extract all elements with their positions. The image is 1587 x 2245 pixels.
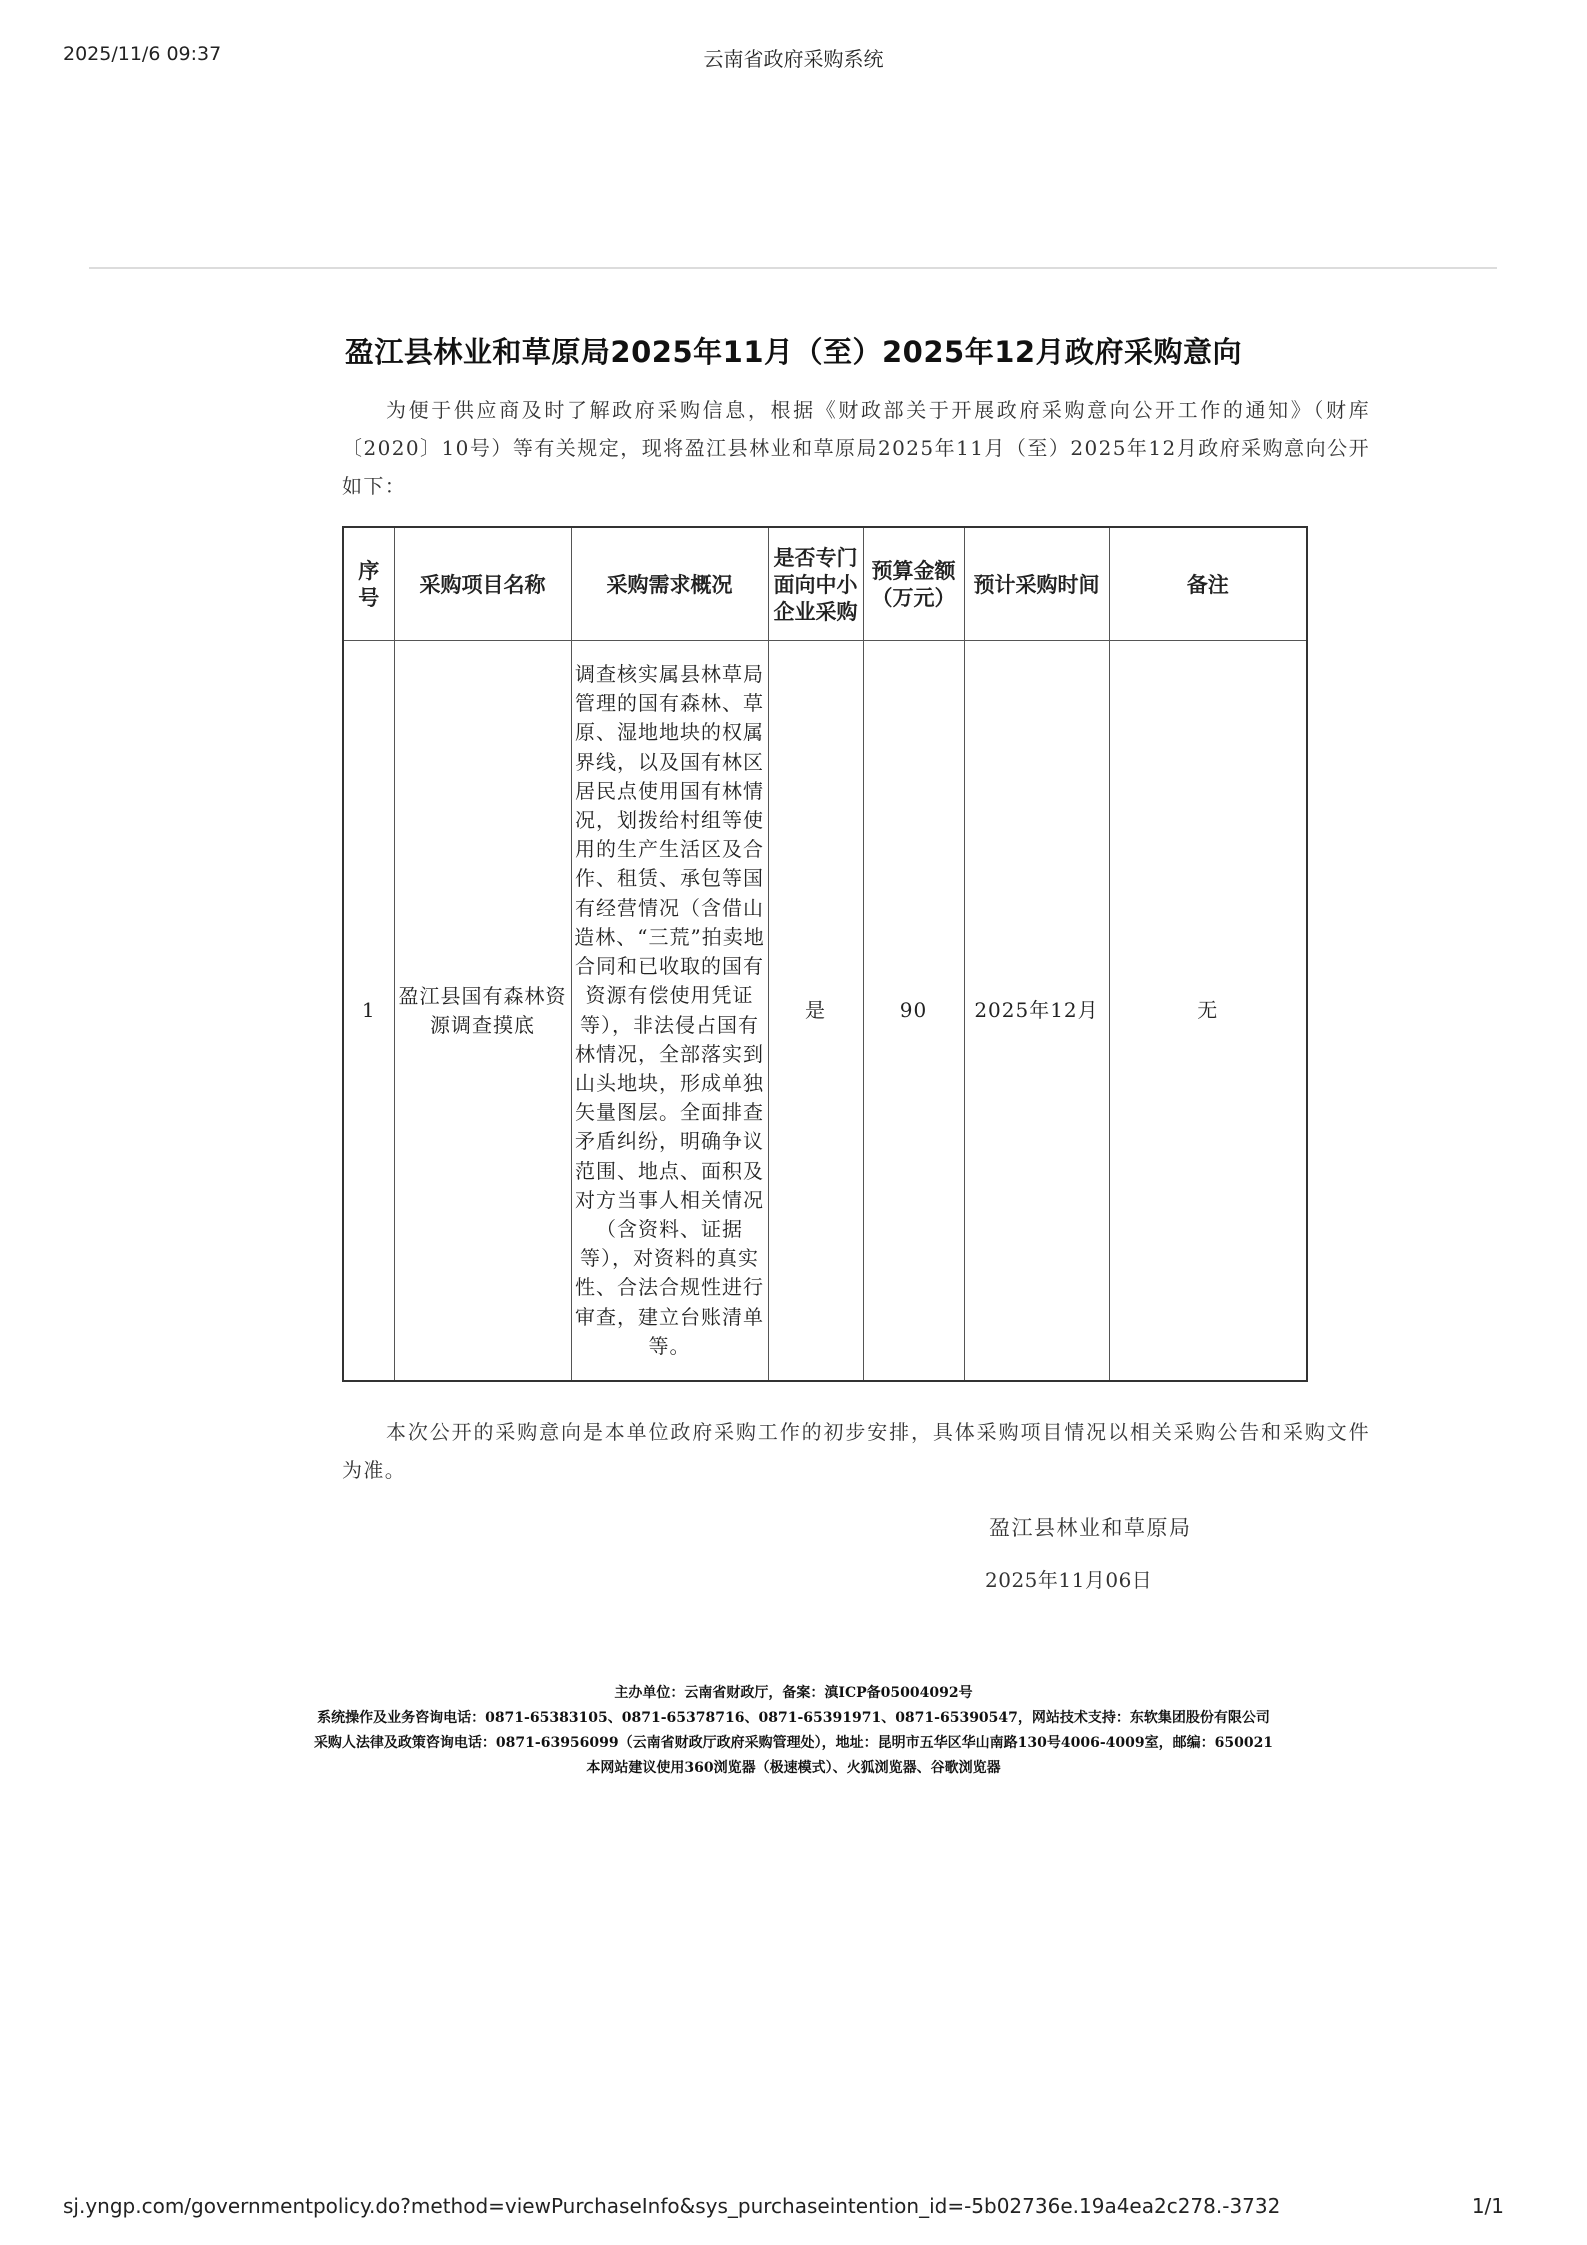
notice-intro: 为便于供应商及时了解政府采购信息，根据《财政部关于开展政府采购意向公开工作的通知》（财库〔2020〕10号）等有关规定，现将盈江县林业和草原局2025年11月（至）2025年12月政府采购意向公开如下： [342,398,1370,498]
cell-index: 1 [343,641,394,1382]
site-footer [0,1681,1587,1781]
header-sme-only: 是否专门面向中小企业采购 [768,527,863,641]
notice-closing: 本次公开的采购意向是本单位政府采购工作的初步安排，具体采购项目情况以相关采购公告和采购文件为准。 [342,1420,1370,1482]
header-divider [89,267,1497,269]
footer-browser-note: 本网站建议使用360浏览器（极速模式）、火狐浏览器、谷歌浏览器 [586,1760,1001,1776]
table-header-row [343,527,1307,641]
header-requirements: 采购需求概况 [571,527,768,641]
header-remark: 备注 [1109,527,1307,641]
cell-project-name: 盈江县国有森林资源调查摸底 [394,641,571,1382]
cell-sme-only: 是 [768,641,863,1382]
print-header [0,0,1587,71]
header-planned-time: 预计采购时间 [964,527,1109,641]
footer-support-phones: 系统操作及业务咨询电话：0871-65383105、0871-65378716、0871-65391971、0871-65390547，网站技术支持：东软集团股份有限公司 [317,1710,1270,1726]
issuer-signature: 盈江县林业和草原局 [989,1516,1192,1540]
purchase-intention-table [342,526,1308,1382]
table-row [343,641,1307,1382]
cell-requirements: 调查核实属县林草局管理的国有森林、草原、湿地地块的权属界线，以及国有林区居民点使用国有林情况，划拨给村组等使用的生产生活区及合作、租赁、承包等国有经营情况（含借山造林、“三荒”拍卖地合同和已收取的国有资源有偿使用凭证等），非法侵占国有林情况，全部落实到山头地块，形成单独矢量图层。全面排查矛盾纠纷，明确争议范围、地点、面积及对方当事人相关情况（含资料、证据等），对资料的真实性、合法合规性进行审查，建立台账清单等。 [571,641,768,1382]
cell-planned-time: 2025年12月 [964,641,1109,1382]
footer-sponsor: 主办单位：云南省财政厅，备案：滇ICP备05004092号 [614,1685,973,1701]
footer-legal-contact: 采购人法律及政策咨询电话：0871-63956099（云南省财政厅政府采购管理处），地址：昆明市五华区华山南路130号4006-4009室，邮编：650021 [313,1735,1274,1751]
notice-title: 盈江县林业和草原局2025年11月（至）2025年12月政府采购意向 [344,335,1243,369]
print-site-name: 云南省政府采购系统 [703,47,884,71]
print-datetime: 2025/11/6 09:37 [63,43,222,65]
cell-remark: 无 [1109,641,1307,1382]
print-page-number: 1/1 [1471,2194,1504,2218]
header-project-name: 采购项目名称 [394,527,571,641]
cell-budget: 90 [863,641,964,1382]
print-url: sj.yngp.com/governmentpolicy.do?method=viewPurchaseInfo&sys_purchaseintention_id=-5b02736e.19a4ea2c278.-3732 [63,2194,1281,2218]
issue-date: 2025年11月06日 [985,1568,1153,1592]
header-budget: 预算金额（万元） [863,527,964,641]
header-index: 序号 [343,527,394,641]
